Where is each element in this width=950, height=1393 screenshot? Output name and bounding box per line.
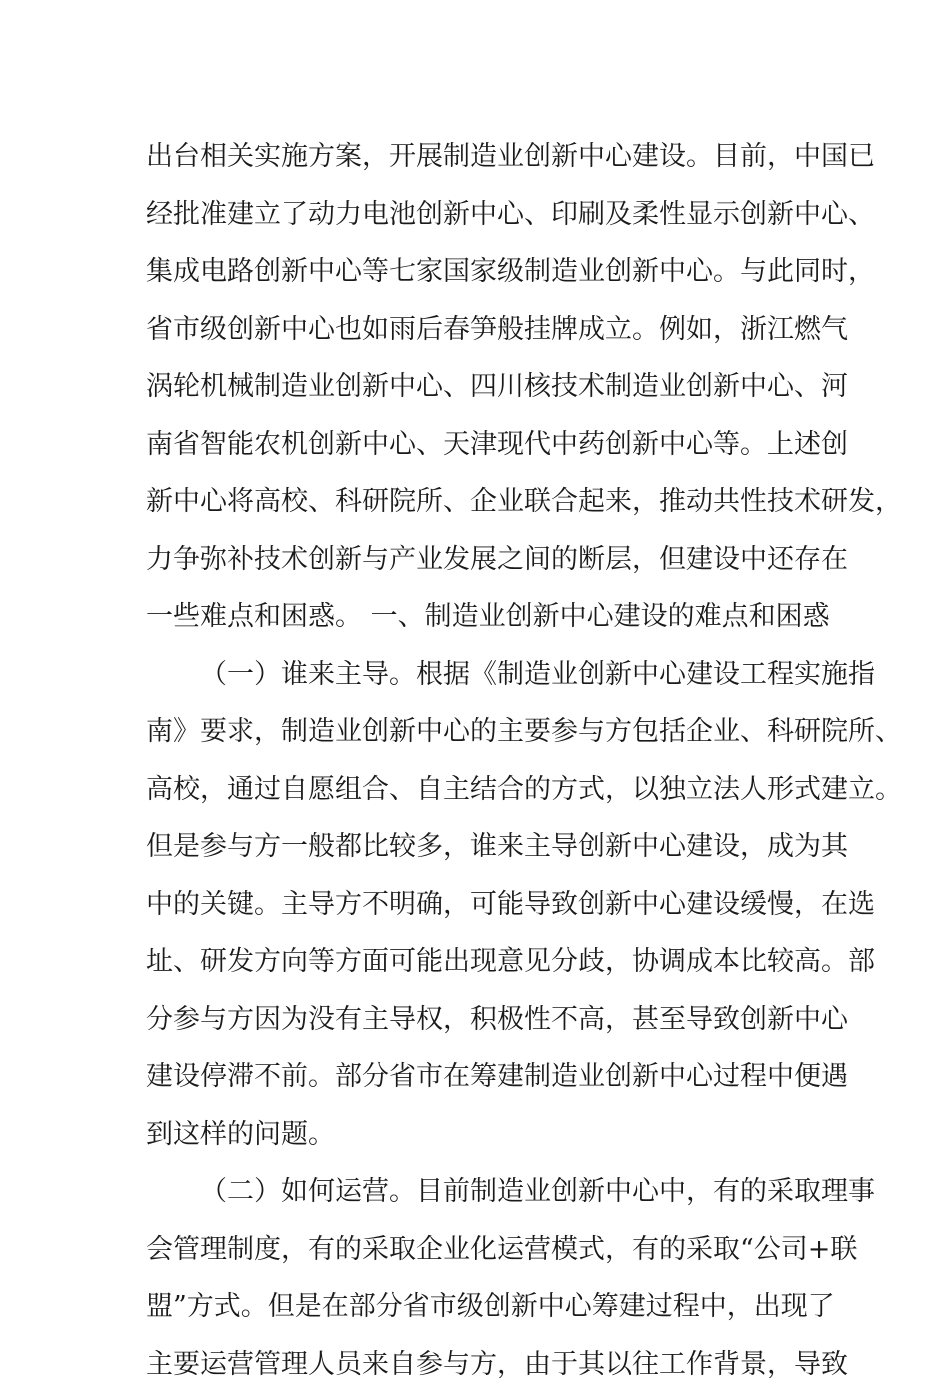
text-line: 经批准建立了动力电池创新中心、印刷及柔性显示创新中心、 [146, 186, 826, 244]
text-line: 但是参与方一般都比较多，谁来主导创新中心建设，成为其 [146, 818, 826, 876]
text-line: 址、研发方向等方面可能出现意见分歧，协调成本比较高。部 [146, 933, 826, 991]
text-line: 到这样的问题。 [146, 1106, 826, 1164]
text-line: 新中心将高校、科研院所、企业联合起来，推动共性技术研发， [146, 473, 826, 531]
text-line: （二）如何运营。目前制造业创新中心中，有的采取理事 [146, 1163, 826, 1221]
text-line: 南省智能农机创新中心、天津现代中药创新中心等。上述创 [146, 416, 826, 474]
text-line: 出台相关实施方案，开展制造业创新中心建设。目前，中国已 [146, 128, 826, 186]
text-line: 高校，通过自愿组合、自主结合的方式，以独立法人形式建立。 [146, 761, 826, 819]
text-line: 力争弥补技术创新与产业发展之间的断层，但建设中还存在 [146, 531, 826, 589]
text-line: 南》要求，制造业创新中心的主要参与方包括企业、科研院所、 [146, 703, 826, 761]
text-line: 会管理制度，有的采取企业化运营模式，有的采取“公司+联 [146, 1221, 826, 1279]
body-text [146, 128, 826, 1393]
text-line: 盟”方式。但是在部分省市级创新中心筹建过程中，出现了 [146, 1278, 826, 1336]
text-line: 集成电路创新中心等七家国家级制造业创新中心。与此同时， [146, 243, 826, 301]
text-line: 分参与方因为没有主导权，积极性不高，甚至导致创新中心 [146, 991, 826, 1049]
text-line: 主要运营管理人员来自参与方，由于其以往工作背景，导致 [146, 1336, 826, 1393]
text-line: 省市级创新中心也如雨后春笋般挂牌成立。例如，浙江燃气 [146, 301, 826, 359]
text-line: 建设停滞不前。部分省市在筹建制造业创新中心过程中便遇 [146, 1048, 826, 1106]
text-line: 一些难点和困惑。 一、制造业创新中心建设的难点和困惑 [146, 588, 826, 646]
text-line: （一）谁来主导。根据《制造业创新中心建设工程实施指 [146, 646, 826, 704]
text-line: 涡轮机械制造业创新中心、四川核技术制造业创新中心、河 [146, 358, 826, 416]
text-line: 中的关键。主导方不明确，可能导致创新中心建设缓慢，在选 [146, 876, 826, 934]
